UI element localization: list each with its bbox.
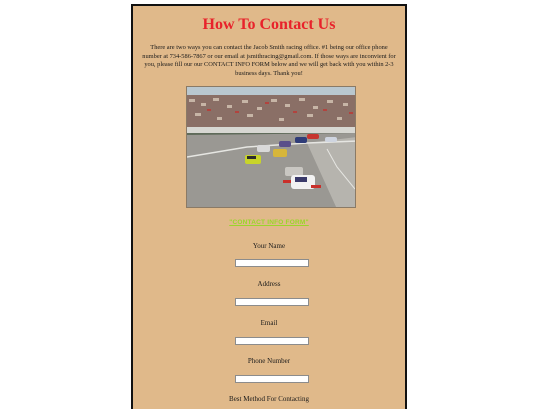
name-label: Your Name — [252, 242, 286, 250]
phone-input[interactable] — [235, 375, 309, 383]
contact-info-form-link[interactable]: "CONTACT INFO FORM" — [229, 219, 309, 226]
page-title: How To Contact Us — [202, 16, 336, 33]
race-cars-photo — [186, 86, 356, 208]
intro-paragraph: There are two ways you can contact the Jacob Smith racing office. #1 being our office phone number at 734-586-7867 or our email at jsmithracing@gmail.com. If those ways are inconvient for you, please fill our our CONTACT INFO FORM below and we will get back with you within 2-3 business days. Thank you! — [142, 44, 396, 77]
contact-method-label: Best Method For Contacting — [229, 395, 309, 403]
contact-page-panel — [131, 4, 407, 409]
email-label: Email — [260, 319, 278, 327]
address-input[interactable] — [235, 298, 309, 306]
phone-label: Phone Number — [247, 357, 291, 365]
name-input[interactable] — [235, 259, 309, 267]
address-label: Address — [257, 280, 281, 288]
email-input[interactable] — [235, 337, 309, 345]
